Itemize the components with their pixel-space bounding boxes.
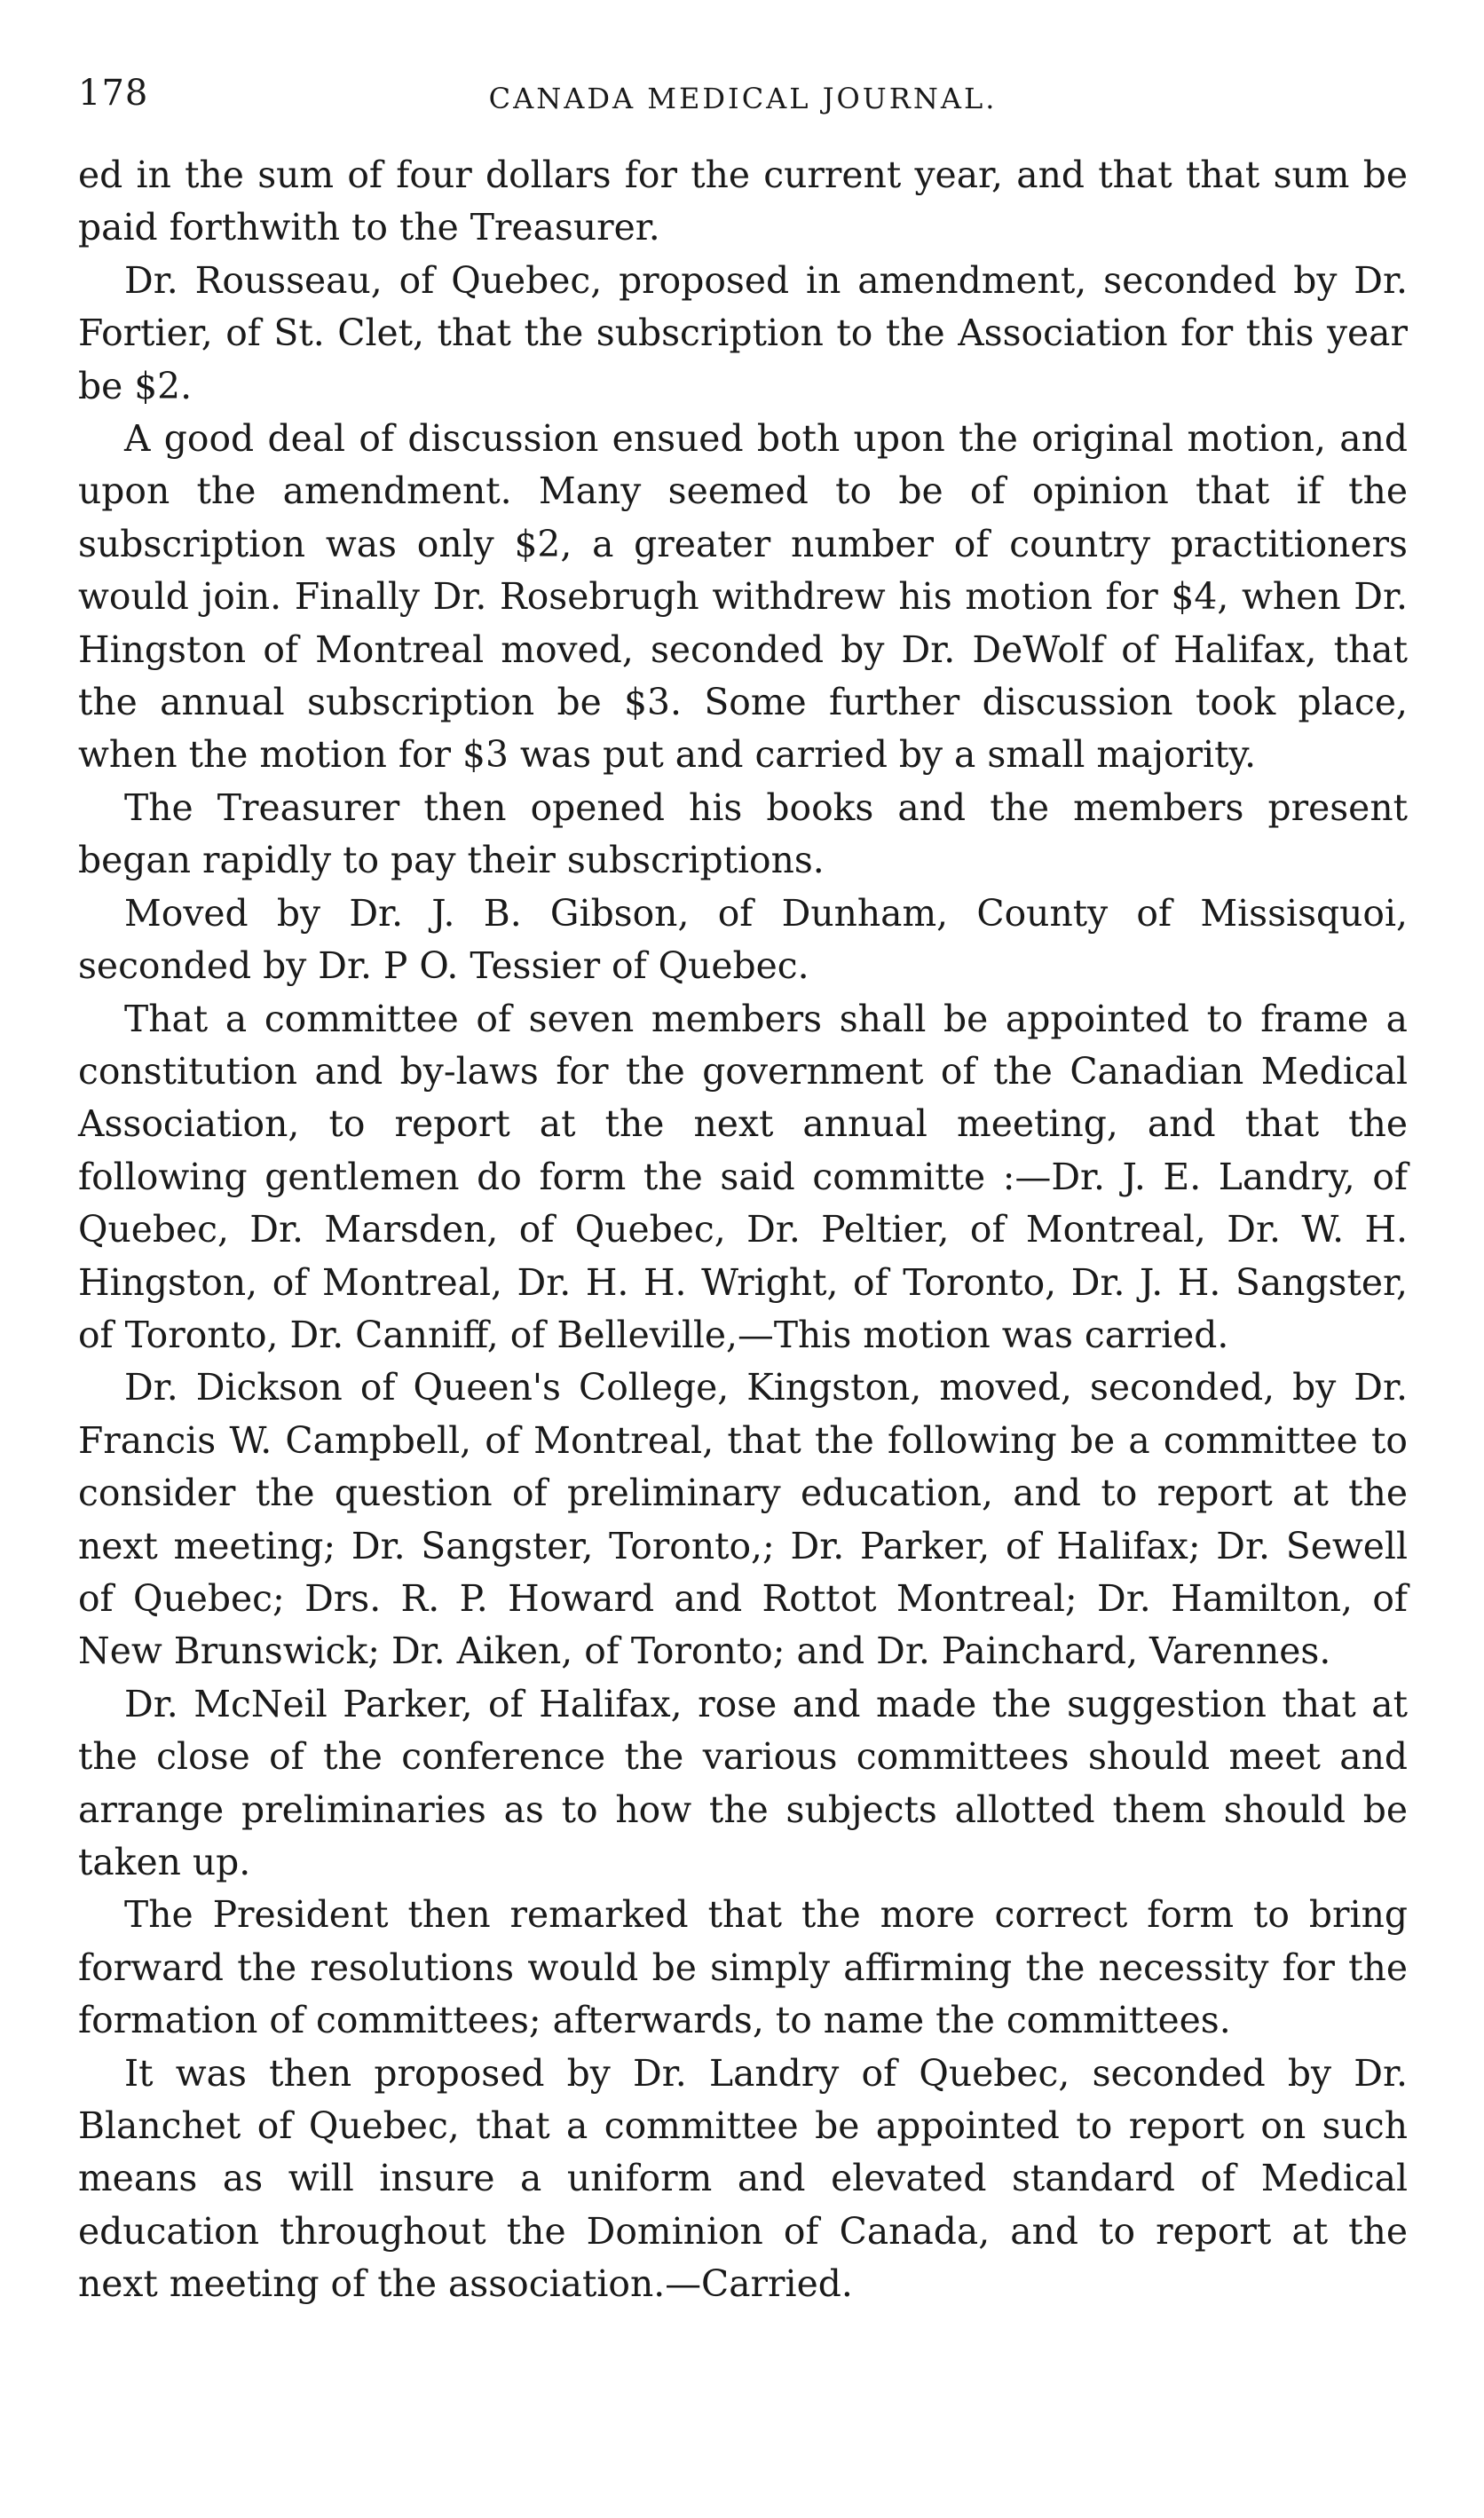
page-number: 178 [78,73,149,114]
paragraph-rousseau-amendment: Dr. Rousseau, of Quebec, proposed in amendment, seconded by Dr. Fortier, of St. Clet, that the subscription to the Association for this year be $2. [78,258,1408,407]
paragraph-parker-suggestion: Dr. McNeil Parker, of Halifax, rose and made the suggestion that at the close of the conference the various committees should meet and arrange preliminaries as to how the subjects allotted them should be taken up. [78,1682,1408,1883]
body-text [78,149,1408,2311]
paragraph-treasurer: The Treasurer then opened his books and the members present began rapidly to pay their subscriptions. [78,785,1408,882]
paragraph-discussion: A good deal of discussion ensued both upon the original motion, and upon the amendment. Many seemed to be of opinion that if the subscription was only $2, a greater number of country practitioners would join. Finally Dr. Rosebrugh withdrew his motion for $4, when Dr. Hingston of Montreal moved, seconded by Dr. DeWolf of Halifax, that the annual subscription be $3. Some further discussion took place, when the motion for $3 was put and carried by a small majority. [78,417,1408,777]
paragraph-continuation: ed in the sum of four dollars for the current year, and that that sum be paid forthwith to the Treasurer. [78,154,1408,249]
paragraph-constitution-committee: That a committee of seven members shall be appointed to frame a constitution and by-laws for the government of the Canadian Medical Association, to report at the next annual meeting, and that the following gentlemen do form the said committe :—Dr. J. E. Landry, of Quebec, Dr. Marsden, of Quebec, Dr. Peltier, of Montreal, Dr. W. H. Hingston, of Montreal, Dr. H. H. Wright, of Toronto, Dr. J. H. Sangster, of Toronto, Dr. Canniff, of Belleville,—This motion was carried. [78,997,1408,1356]
running-head [78,62,1408,126]
journal-title: CANADA MEDICAL JOURNAL. [488,82,998,115]
paragraph-gibson-motion: Moved by Dr. J. B. Gibson, of Dunham, County of Missisquoi, seconded by Dr. P O. Tessier of Quebec. [78,891,1408,988]
paragraph-landry-proposal: It was then proposed by Dr. Landry of Quebec, seconded by Dr. Blanchet of Quebec, that a committee be appointed to report on such means as will insure a uniform and elevated standard of Medical education throughout the Dominion of Canada, and to report at the next meeting of the association.—Carried. [78,2051,1408,2306]
paragraph-education-committee: Dr. Dickson of Queen's College, Kingston, moved, seconded, by Dr. Francis W. Campbell, of Montreal, that the following be a committee to consider the question of preliminary education, and to report at the next meeting; Dr. Sangster, Toronto,; Dr. Parker, of Halifax; Dr. Sewell of Quebec; Drs. R. P. Howard and Rottot Montreal; Dr. Hamilton, of New Brunswick; Dr. Aiken, of Toronto; and Dr. Painchard, Varennes. [78,1366,1408,1673]
paragraph-president-remark: The President then remarked that the more correct form to bring forward the resolutions would be simply affirming the necessity for the formation of committees; afterwards, to name the committees. [78,1893,1408,2042]
